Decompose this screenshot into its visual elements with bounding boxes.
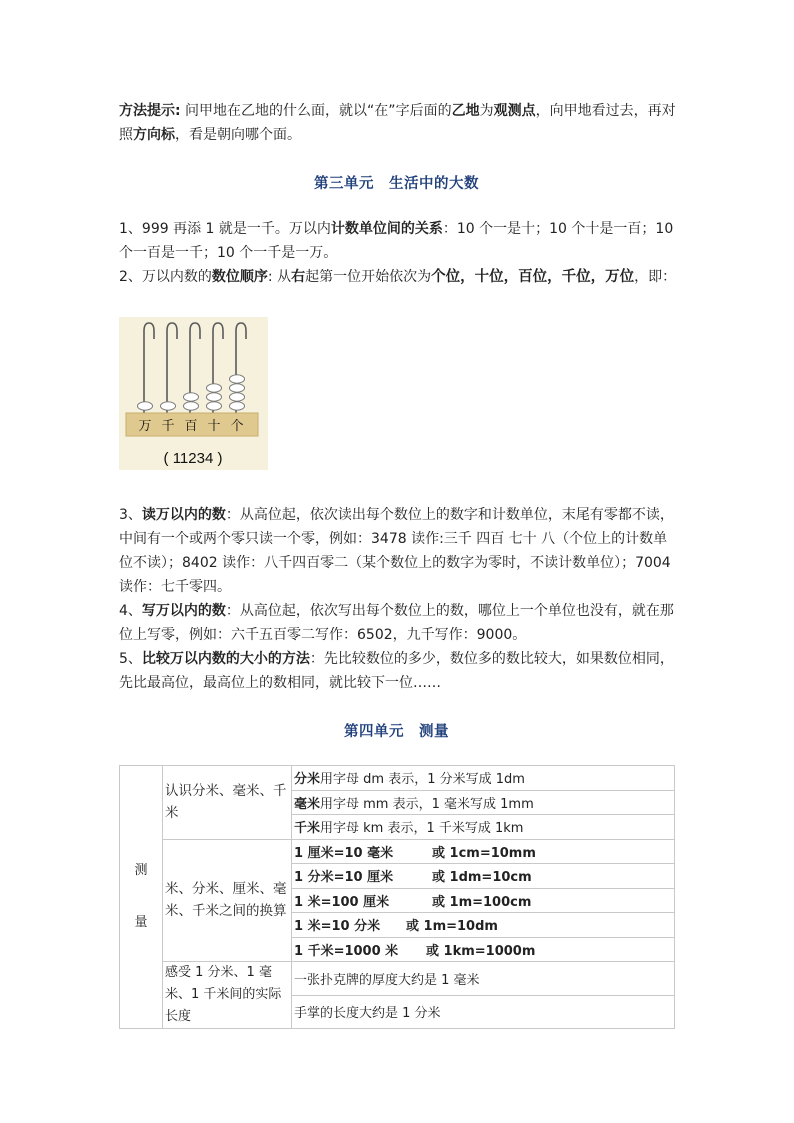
tip-bold: 观测点 [493,103,536,119]
point-text: 起第一位开始依次为 [305,269,432,285]
table-cell [292,937,675,962]
tip-bold: 方向标 [133,127,175,143]
table-row [120,962,675,996]
place-label: 十 [207,419,221,434]
unit3-point-1 [119,217,679,265]
abacus-bead [230,393,245,401]
tip-text: ，看是朝向哪个面。 [175,127,301,143]
point-keyword: 比较万以内数的大小的方法 [141,651,310,667]
table-cell: 手掌的长度大约是 1 分米 [292,995,675,1029]
point-keyword: 右 [291,269,306,285]
abacus-number: ( 11234 ) [163,450,223,467]
tip-bold: 乙地 [451,103,480,119]
group-label-cell: 感受 1 分米、1 毫米、1 千米间的实际长度 [163,962,292,1029]
tip-label: 方法提示: [119,103,181,119]
unit-name: 千米 [294,821,321,837]
point-keyword: 读万以内的数 [141,507,226,523]
point-text: 4、 [119,603,142,619]
point-text: 1、999 再添 1 就是一千。万以内 [119,221,331,237]
unit3-point-5 [119,647,679,695]
table-cell [292,815,675,840]
method-tip [119,99,679,147]
unit-desc: 用字母 mm 表示，1 毫米写成 1mm [320,796,534,812]
conversion: 1 米=100 厘米 [294,894,390,910]
point-keyword: 写万以内的数 [141,603,226,619]
abacus-bead [230,402,245,410]
point-keyword: 个位，十位，百位，千位，万位 [431,269,635,285]
abacus-bead [138,402,153,410]
group-label-cell: 认识分米、毫米、千米 [163,766,292,840]
abacus-bead [184,402,199,410]
table-cell [292,839,675,864]
point-text: ：从高位起，依次写出每个数位上的数，哪位上一个单位也没有，就在那位上写零，例如：六千五百零二写作：6502，九千写作：9000。 [119,603,674,643]
conversion-alt: 或 1m=10dm [406,919,498,935]
conversion-alt: 或 1km=1000m [426,943,536,959]
table-cell [292,790,675,815]
point-text: 5、 [119,651,142,667]
unit3-point-3 [119,503,679,599]
point-text: ：10 个一是十；10 个十是一百；10 个一百是一千；10 个一千是一万。 [119,221,674,261]
abacus-illustration [119,317,268,470]
conversion: 1 千米=1000 米 [294,943,399,959]
point-keyword: 计数单位间的关系 [330,221,443,237]
abacus-bead [184,393,199,401]
unit4-title: 第四单元 测量 [344,724,449,740]
abacus-diagram [119,317,268,470]
table-cell [292,913,675,938]
conversion: 1 分米=10 厘米 [294,870,394,886]
tip-text: 为 [479,103,494,119]
unit3-title: 第三单元 生活中的大数 [314,176,479,192]
place-label: 百 [184,419,198,434]
abacus-bead [230,384,245,392]
unit-name: 毫米 [294,796,321,812]
group-label-cell: 米、分米、厘米、毫米、千米之间的换算 [163,839,292,962]
place-label: 个 [230,419,244,434]
unit-desc: 用字母 km 表示，1 千米写成 1km [320,821,524,837]
measurement-table [119,765,675,1029]
tip-text: ，向甲地看过去，再对照 [119,103,676,143]
abacus-bead [207,402,222,410]
point-text: ，即： [634,269,677,285]
point-text: 3、 [119,507,142,523]
conversion-alt: 或 1cm=10mm [432,845,536,861]
conversion-alt: 或 1m=100cm [432,894,532,910]
table-row [120,766,675,791]
category-cell [120,766,163,1029]
unit-desc: 用字母 dm 表示，1 分米写成 1dm [320,772,525,788]
table-cell [292,888,675,913]
unit-name: 分米 [294,772,321,788]
unit3-point-2 [119,265,679,289]
point-text: ：从高位起，依次读出每个数位上的数字和计数单位，末尾有零都不读，中间有一个或两个零只读一个零，例如：3478 读作:三千 四百 七十 八（个位上的计数单位不读）；8402 读作：八千四百零二（某个数位上的数字为零时，不读计数单位）；7004 读作：七千零四。 [119,507,674,595]
conversion-alt: 或 1dm=10cm [432,870,532,886]
tip-text: 问甲地在乙地的什么面，就以“在”字后面的 [180,103,452,119]
category-char: 测 [134,863,148,878]
point-text: : 从 [267,269,292,285]
abacus-bead [230,375,245,383]
table-cell [292,766,675,791]
table-row [120,839,675,864]
unit3-point-4 [119,599,679,647]
place-label: 千 [161,419,175,434]
category-char: 量 [134,915,148,930]
table-cell [292,864,675,889]
point-keyword: 数位顺序 [211,269,268,285]
conversion: 1 米=10 分米 [294,919,381,935]
abacus-bead [207,393,222,401]
point-text: ：先比较数位的多少，数位多的数比较大，如果数位相同，先比最高位，最高位上的数相同，就比较下一位…… [119,651,674,691]
table-cell: 一张扑克牌的厚度大约是 1 毫米 [292,962,675,996]
point-text: 2、万以内数的 [119,269,212,285]
abacus-bead [207,384,222,392]
abacus-bead [161,402,176,410]
conversion: 1 厘米=10 毫米 [294,845,394,861]
place-label: 万 [138,419,152,434]
